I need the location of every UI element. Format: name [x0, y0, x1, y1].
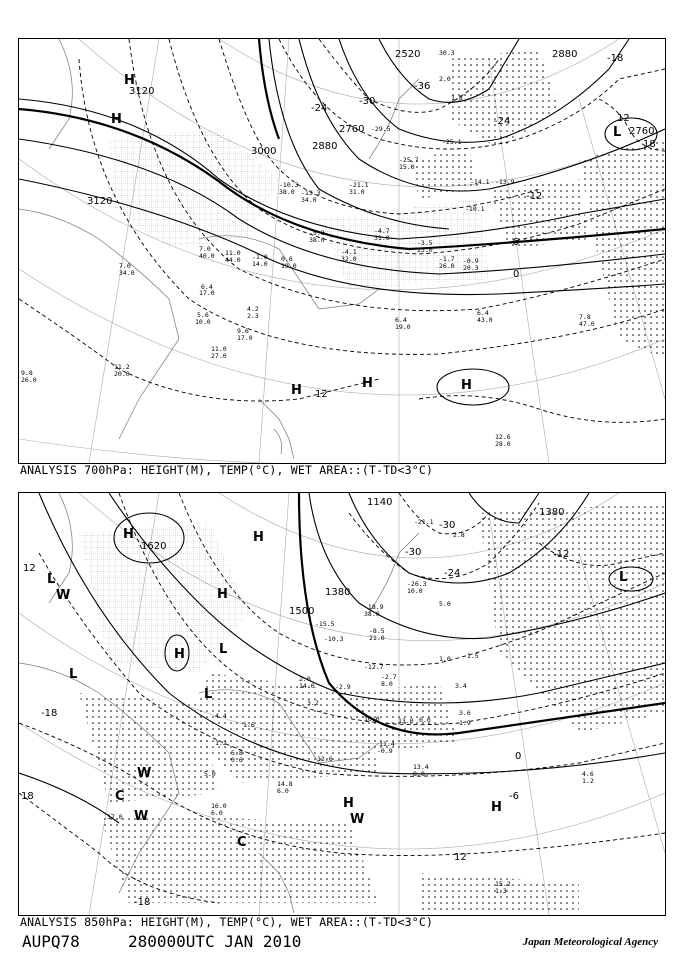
height-label: 3120	[87, 196, 113, 207]
height-label: 1380	[539, 507, 565, 518]
station-value: -1.0	[252, 253, 268, 261]
station-value: -1.7	[439, 255, 455, 263]
station-value: 0.0	[419, 716, 431, 724]
temperature-label: 18	[21, 791, 34, 802]
station-value: 14.8	[277, 780, 293, 788]
station-value: -14.1	[470, 178, 490, 186]
station-value: 16.0	[211, 802, 227, 810]
station-value: 44.0	[225, 256, 241, 264]
station-value: 13.4	[413, 763, 429, 771]
station-value: 1.3	[495, 887, 507, 895]
station-value: -10.3	[324, 635, 344, 643]
temperature-label: 12	[315, 389, 328, 400]
height-label: 3120	[129, 86, 155, 97]
station-value: 3.6	[459, 709, 471, 717]
pressure-center-mark: W	[56, 588, 71, 603]
station-value: -3.5	[417, 239, 433, 247]
pressure-center-mark: C	[237, 835, 247, 850]
height-label: 1140	[367, 497, 393, 508]
station-value: 9.6	[237, 327, 249, 335]
station-value: 1.0	[439, 655, 451, 663]
map-panel-850hpa	[18, 492, 666, 916]
height-label: 2760	[339, 124, 365, 135]
pressure-center-mark: H	[217, 587, 228, 602]
station-value: 19.0	[395, 323, 411, 331]
station-value: 28.0	[495, 440, 511, 448]
station-value: 26.0	[21, 376, 37, 384]
station-value: 0.6	[231, 756, 243, 764]
temperature-label: -6	[509, 791, 519, 802]
map-700hpa	[19, 39, 665, 463]
station-value: 3.4	[455, 682, 467, 690]
station-value: 5.6	[197, 311, 209, 319]
station-value: 17.0	[107, 813, 123, 821]
map-850hpa	[19, 493, 665, 915]
temperature-label: -30	[359, 96, 376, 107]
pressure-center-mark: H	[174, 647, 185, 662]
station-value: 1.2	[215, 739, 227, 747]
pressure-center-mark: H	[461, 378, 472, 393]
station-value: 43.0	[477, 316, 493, 324]
station-value: 10.0	[407, 587, 423, 595]
station-value: 1.9	[459, 719, 471, 727]
temperature-label: -12	[526, 191, 543, 202]
temperature-label: -18	[607, 53, 624, 64]
station-value: 6.0	[211, 809, 223, 817]
station-value: 11.0	[211, 345, 227, 353]
station-value: -15.5	[315, 620, 335, 628]
temperature-label: 0	[513, 269, 520, 280]
station-value: 4.6	[582, 770, 594, 778]
temperature-label: -18	[134, 897, 151, 908]
station-value: 0.6	[281, 255, 293, 263]
temperature-label: -24	[444, 568, 461, 579]
station-value: 6.4	[395, 316, 407, 324]
pressure-center-mark: W	[137, 766, 152, 781]
station-value: 14.0	[252, 260, 268, 268]
height-label: 1380	[325, 587, 351, 598]
station-value: 2.0	[299, 675, 311, 683]
pressure-center-mark: H	[253, 530, 264, 545]
pressure-center-mark: W	[350, 812, 365, 827]
station-value: 26.0	[439, 262, 455, 270]
temperature-label: -6	[509, 237, 519, 248]
station-value: 3.2	[307, 699, 319, 707]
station-value: -13.9	[495, 178, 515, 186]
temperature-label: 0	[515, 751, 522, 762]
temperature-label: -24	[494, 116, 511, 127]
pressure-center-mark: W	[134, 809, 149, 824]
pressure-center-mark: H	[124, 73, 135, 88]
station-value: 11.2	[114, 363, 130, 371]
agency-credit: Japan Meteorological Agency	[522, 936, 658, 948]
station-value: -21.1	[349, 181, 369, 189]
station-value: 2.3	[247, 312, 259, 320]
pressure-center-mark: H	[343, 796, 354, 811]
height-label: 1500	[289, 606, 315, 617]
height-label: 1620	[141, 541, 167, 552]
pressure-center-mark: H	[291, 383, 302, 398]
station-value: 34.0	[119, 269, 135, 277]
station-value: -10.1	[465, 205, 485, 213]
station-value: -10.3	[279, 181, 299, 189]
station-value: 1.8	[451, 94, 463, 102]
chart-id: AUPQ78	[22, 932, 80, 951]
station-value: 17.0	[199, 289, 215, 297]
station-value: 31.0	[349, 188, 365, 196]
pressure-center-mark: L	[204, 687, 213, 702]
pressure-center-mark: L	[69, 667, 78, 682]
station-value: 6.4	[477, 309, 489, 317]
station-value: 4.2	[247, 305, 259, 313]
station-value: 5.0	[439, 600, 451, 608]
station-value: 23.0	[417, 246, 433, 254]
station-value: 4.4	[215, 712, 227, 720]
station-value: 38.0	[279, 188, 295, 196]
station-value: 7.0	[199, 245, 211, 253]
caption-850hpa: ANALYSIS 850hPa: HEIGHT(M), TEMP(°C), WET AREA::(T-TD<3°C)	[20, 915, 434, 929]
station-value: 30.3	[439, 49, 455, 57]
station-value: -13.3	[301, 189, 321, 197]
pressure-center-mark: H	[123, 527, 134, 542]
pressure-center-mark: H	[362, 376, 373, 391]
station-value: 14.0	[299, 682, 315, 690]
station-value: 11.0	[225, 249, 241, 257]
station-value: 20.3	[463, 264, 479, 272]
height-label: 3000	[251, 146, 277, 157]
temperature-label: -12	[553, 549, 570, 560]
temperature-label: 12	[617, 113, 630, 124]
map-panel-700hpa	[18, 38, 666, 464]
station-value: 27.0	[211, 352, 227, 360]
station-value: -8.5	[369, 627, 385, 635]
station-value: -21.1	[414, 518, 434, 526]
station-value: -0.9	[463, 257, 479, 265]
station-value: 2.0	[439, 75, 451, 83]
pressure-center-mark: H	[491, 800, 502, 815]
pressure-center-mark: L	[47, 572, 56, 587]
station-value: 21.0	[369, 634, 385, 642]
station-value: 31.0	[374, 234, 390, 242]
station-value: -25.7	[399, 156, 419, 164]
temperature-label: 18	[643, 139, 656, 150]
pressure-center-mark: H	[111, 112, 122, 127]
temperature-label: -36	[414, 81, 431, 92]
station-value: 9.8	[21, 369, 33, 377]
station-value: 40.0	[199, 252, 215, 260]
station-value: 12.6	[317, 755, 333, 763]
station-value: 47.0	[579, 320, 595, 328]
station-value: 7.8	[579, 313, 591, 321]
station-value: 19.0	[281, 262, 297, 270]
station-value: 5.8	[231, 749, 243, 757]
height-label: 2760	[629, 126, 655, 137]
station-value: -2.7	[381, 673, 397, 681]
station-value: 8.0	[413, 770, 425, 778]
station-value: 16.0	[364, 715, 380, 723]
station-value: -4.7	[374, 227, 390, 235]
station-value: 2.8	[453, 531, 465, 539]
station-value: 5.0	[204, 770, 216, 778]
temperature-label: -24	[311, 103, 328, 114]
station-value: 6.4	[201, 283, 213, 291]
station-value: -1.5	[463, 652, 479, 660]
station-value: 7.0	[119, 262, 131, 270]
temperature-label: -30	[405, 547, 422, 558]
station-value: 13.0	[398, 717, 414, 725]
station-value: 11.4	[379, 740, 395, 748]
height-label: 2520	[395, 49, 421, 60]
height-label: 2880	[312, 141, 338, 152]
station-value: 1.6	[243, 721, 255, 729]
wet-areas	[79, 503, 665, 913]
station-value: -4.1	[341, 248, 357, 256]
station-value: 10.0	[195, 318, 211, 326]
station-value: -25.1	[442, 138, 462, 146]
temperature-label: -18	[41, 708, 58, 719]
station-value: 8.0	[381, 680, 393, 688]
station-value: 34.0	[301, 196, 317, 204]
station-value: 6.0	[277, 787, 289, 795]
station-value: -0.9	[377, 747, 393, 755]
station-value: 32.0	[341, 255, 357, 263]
station-value: -18.9	[364, 603, 384, 611]
pressure-center-mark: L	[613, 125, 622, 140]
station-value: -29.5	[371, 125, 391, 133]
station-value: -5.3	[309, 229, 325, 237]
station-value: 15.2	[495, 880, 511, 888]
station-value: 38.0	[364, 610, 380, 618]
station-value: -26.3	[407, 580, 427, 588]
station-value: 20.0	[114, 370, 130, 378]
valid-time: 280000UTC JAN 2010	[128, 932, 302, 951]
station-value: -2.9	[335, 683, 351, 691]
pressure-center-mark: C	[115, 789, 125, 804]
station-value: 38.0	[309, 236, 325, 244]
station-value: 1.2	[582, 777, 594, 785]
station-value: -12.7	[364, 663, 384, 671]
station-value: 12.6	[495, 433, 511, 441]
height-label: 2880	[552, 49, 578, 60]
station-value: 15.0	[399, 163, 415, 171]
caption-700hpa: ANALYSIS 700hPa: HEIGHT(M), TEMP(°C), WET AREA::(T-TD<3°C)	[20, 463, 434, 477]
temperature-label: 12	[23, 563, 36, 574]
pressure-center-mark: L	[219, 642, 228, 657]
temperature-label: 12	[454, 852, 467, 863]
temperature-label: -30	[439, 520, 456, 531]
station-value: 17.0	[237, 334, 253, 342]
pressure-center-mark: L	[619, 570, 628, 585]
